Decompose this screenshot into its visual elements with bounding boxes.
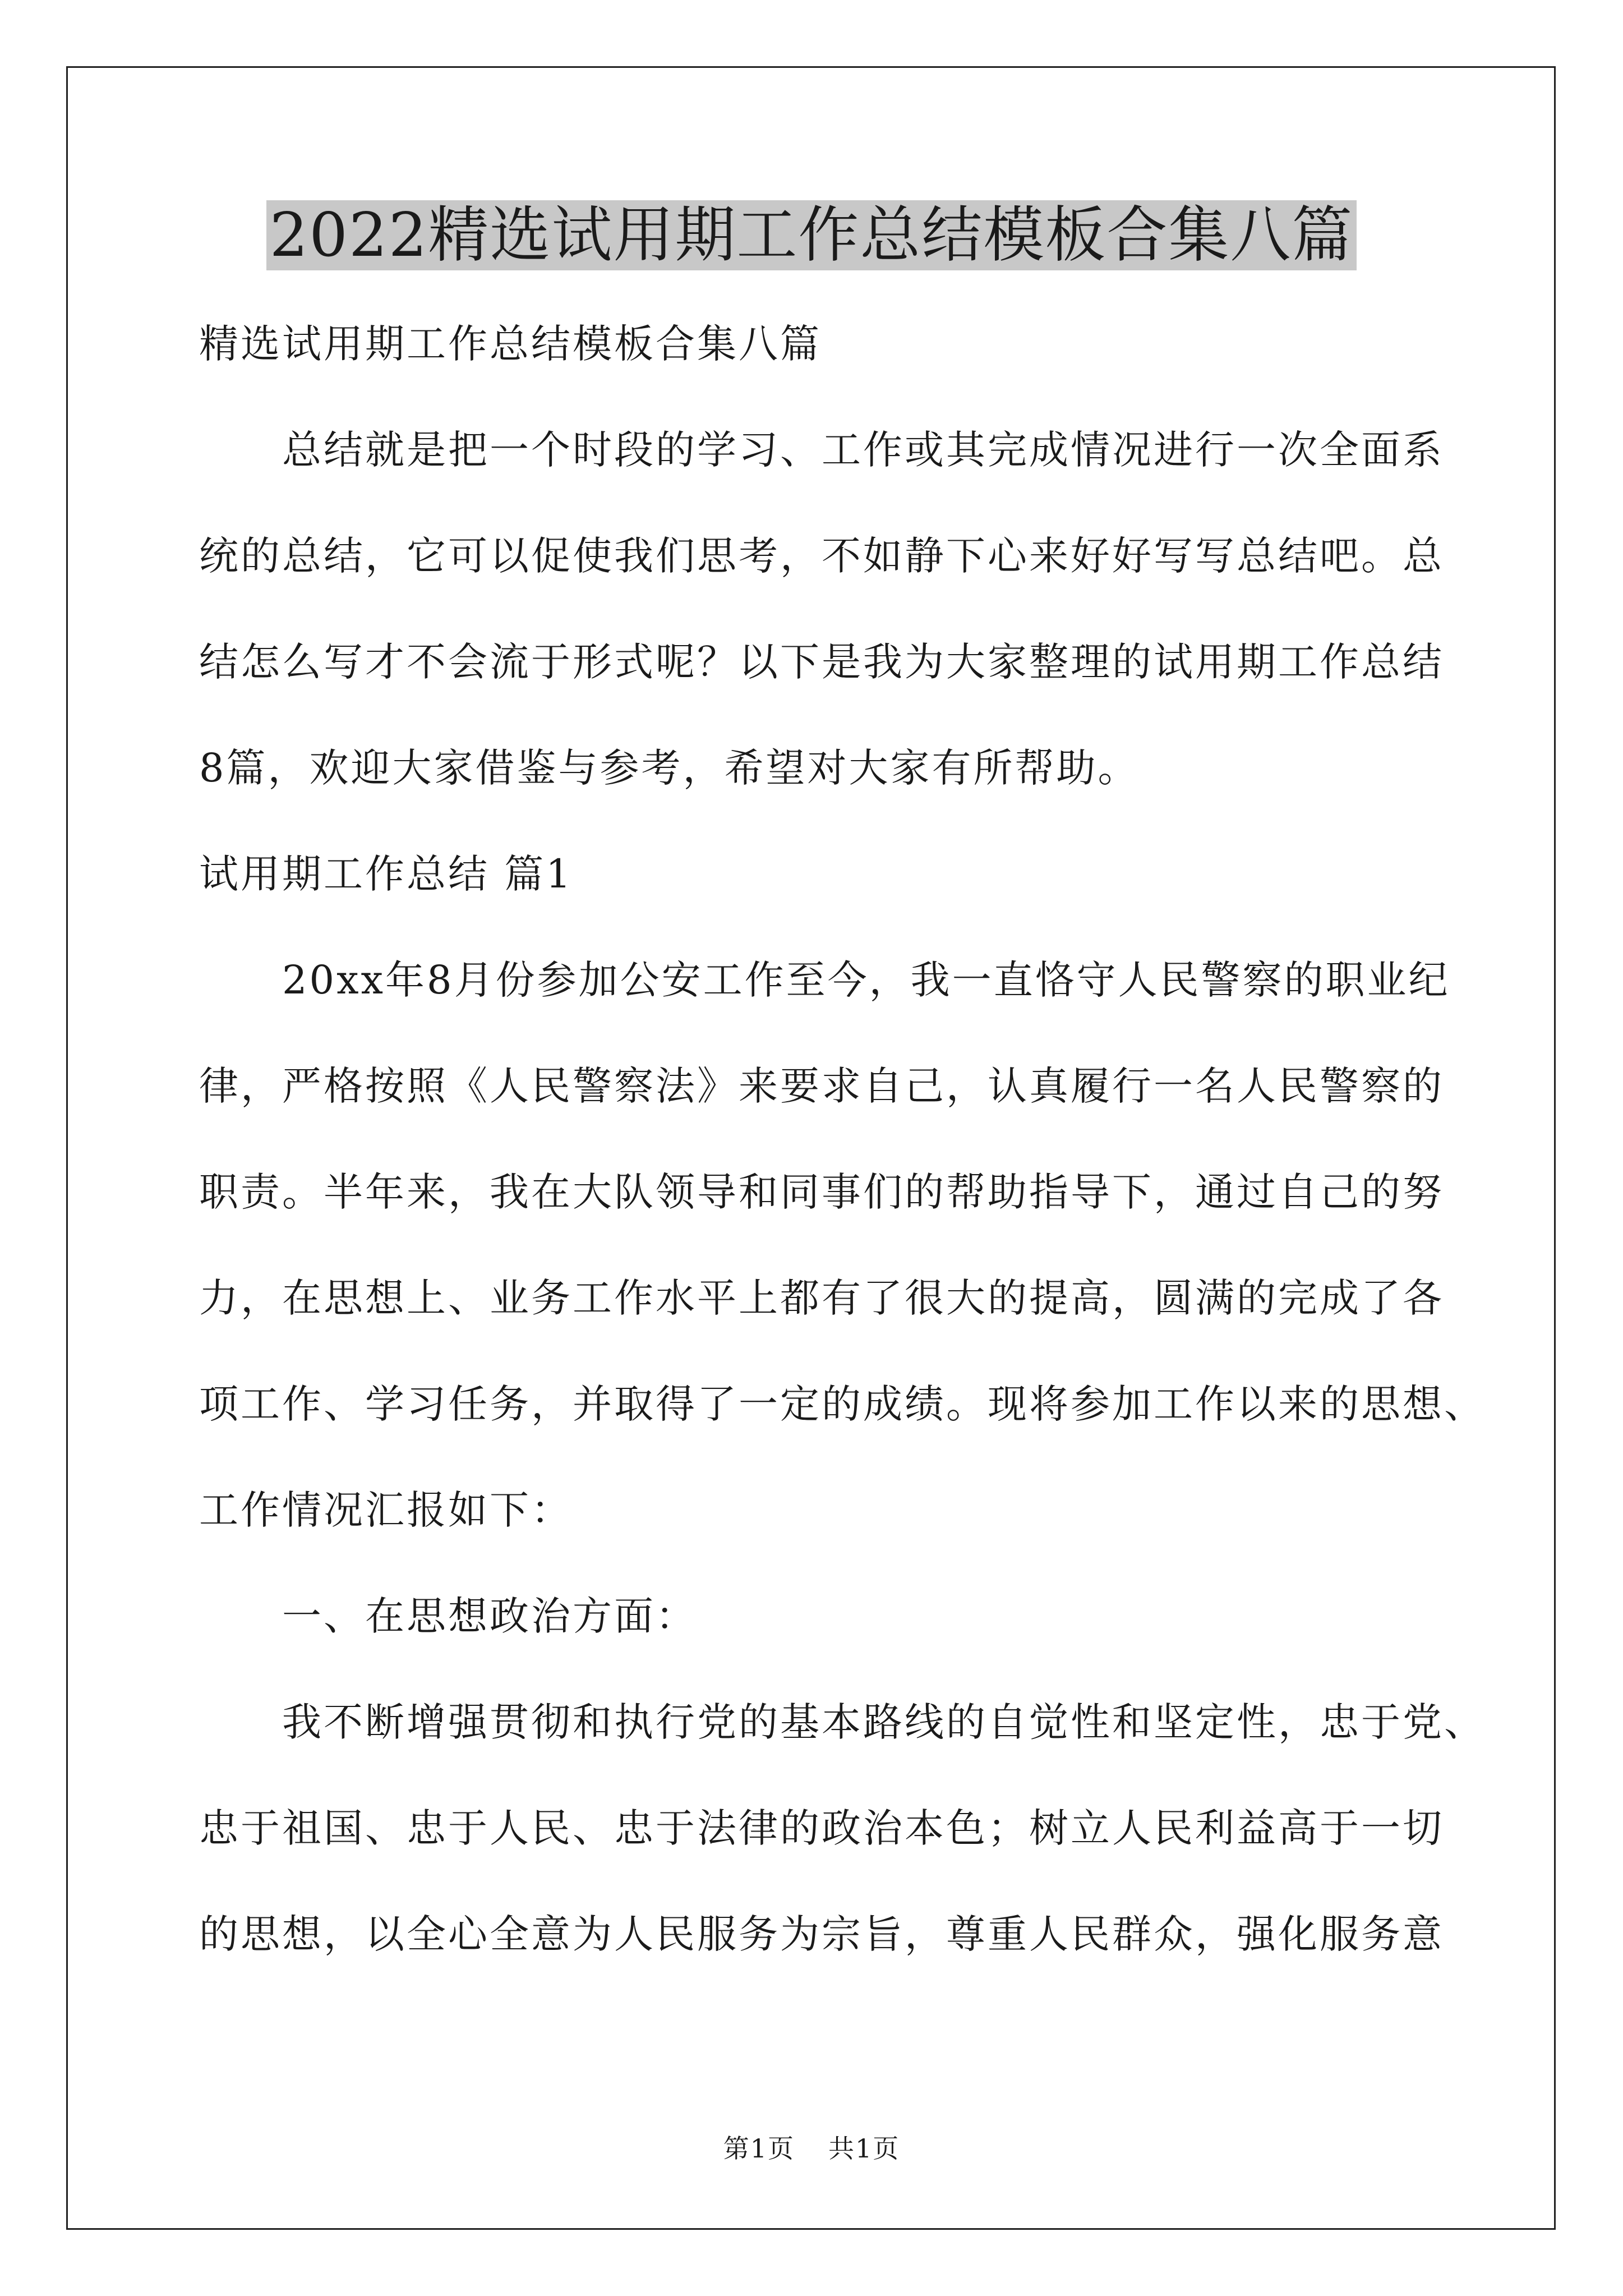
- body-line: 8篇，欢迎大家借鉴与参考，希望对大家有所帮助。: [199, 745, 1140, 791]
- body-line: 职责。半年来，我在大队领导和同事们的帮助指导下，通过自己的努: [199, 1169, 1444, 1215]
- body-line: 律，严格按照《人民警察法》来要求自己，认真履行一名人民警察的: [199, 1063, 1444, 1109]
- page-footer: [0, 2132, 1623, 2165]
- subsection-heading: 一、在思想政治方面：: [282, 1593, 697, 1639]
- body-line: 结怎么写才不会流于形式呢？以下是我为大家整理的试用期工作总结: [199, 639, 1444, 685]
- body-line: 总结就是把一个时段的学习、工作或其完成情况进行一次全面系: [282, 427, 1444, 473]
- body-line: 统的总结，它可以促使我们思考，不如静下心来好好写写总结吧。总: [199, 533, 1444, 579]
- body-line: 力，在思想上、业务工作水平上都有了很大的提高，圆满的完成了各: [199, 1275, 1444, 1321]
- body-line: 精选试用期工作总结模板合集八篇: [199, 321, 822, 367]
- page-number: 第1页: [723, 2133, 795, 2164]
- document-title: [0, 194, 1623, 278]
- document-title-text: 2022精选试用期工作总结模板合集八篇: [266, 200, 1357, 270]
- body-line: 工作情况汇报如下：: [199, 1487, 573, 1533]
- body-line: 项工作、学习任务，并取得了一定的成绩。现将参加工作以来的思想、: [199, 1381, 1486, 1427]
- section-heading: 试用期工作总结 篇1: [199, 851, 573, 897]
- document-body: [199, 317, 1486, 2013]
- body-line: 的思想，以全心全意为人民服务为宗旨，尊重人民群众，强化服务意: [199, 1911, 1444, 1957]
- body-line: 我不断增强贯彻和执行党的基本路线的自觉性和坚定性，忠于党、: [282, 1699, 1486, 1745]
- page-total: 共1页: [828, 2133, 900, 2164]
- body-line: 忠于祖国、忠于人民、忠于法律的政治本色；树立人民利益高于一切: [199, 1805, 1444, 1851]
- body-line: 20xx年8月份参加公安工作至今，我一直恪守人民警察的职业纪: [282, 957, 1450, 1003]
